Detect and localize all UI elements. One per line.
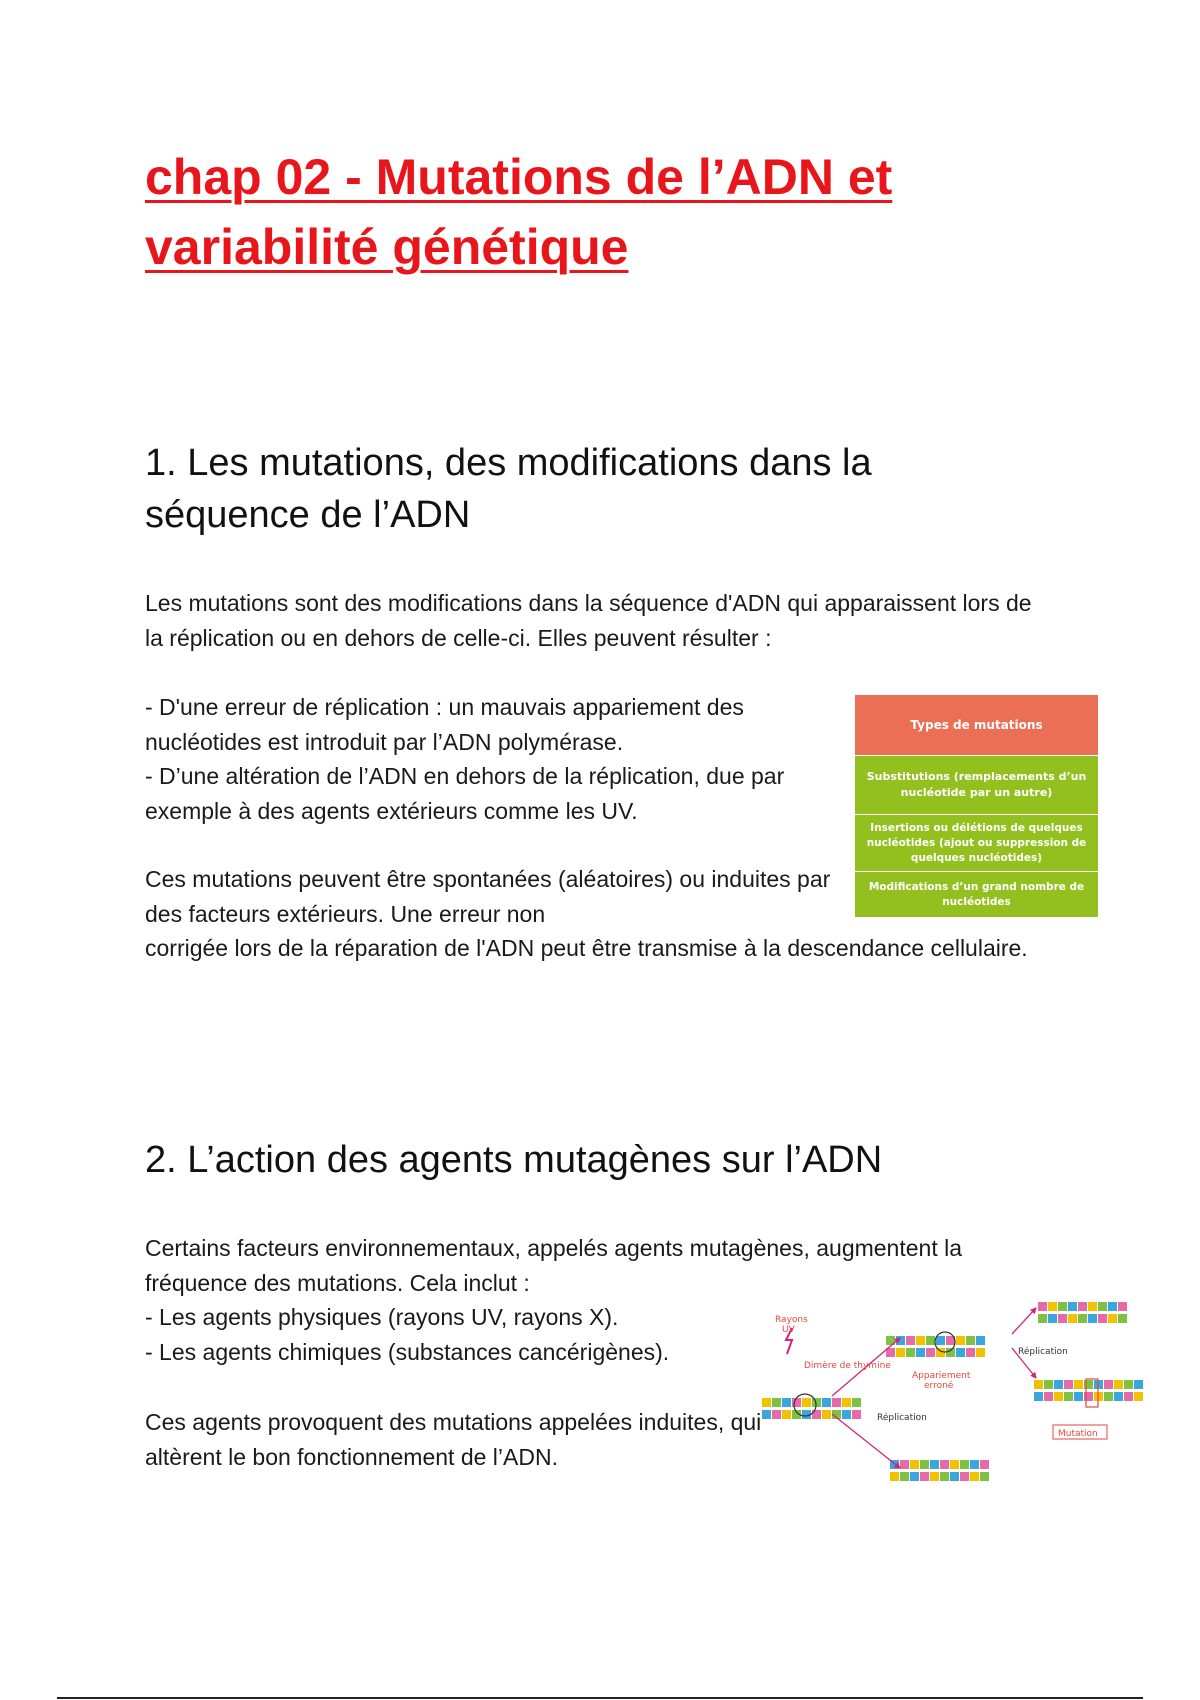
label-mutation: Mutation bbox=[1058, 1429, 1098, 1439]
section-2-heading: 2. L’action des agents mutagènes sur l’ADN bbox=[145, 1139, 883, 1181]
nucleotide-block bbox=[900, 1472, 909, 1481]
nucleotide-block bbox=[1064, 1380, 1073, 1389]
nucleotide-block bbox=[1044, 1392, 1053, 1401]
section-1-heading: 1. Les mutations, des modifications dans la séquence de l’ADN bbox=[145, 442, 872, 536]
nucleotide-block bbox=[936, 1336, 945, 1345]
nucleotide-block bbox=[1038, 1302, 1047, 1311]
nucleotide-block bbox=[960, 1472, 969, 1481]
nucleotide-block bbox=[1124, 1392, 1133, 1401]
nucleotide-block bbox=[802, 1398, 811, 1407]
nucleotide-block bbox=[842, 1410, 851, 1419]
section-1-bullet-2: - D’une altération de l’ADN en dehors de la réplication, due par exemple à des agents extérieurs comme les UV. bbox=[145, 763, 785, 824]
nucleotide-block bbox=[950, 1472, 959, 1481]
mutation-type-substitutions: Substitutions (remplacements d’un nucléotide par un autre) bbox=[855, 756, 1098, 814]
section-1-list bbox=[145, 690, 845, 828]
nucleotide-block bbox=[1098, 1302, 1107, 1311]
nucleotide-block bbox=[1078, 1314, 1087, 1323]
nucleotide-block bbox=[906, 1336, 915, 1345]
nucleotide-block bbox=[976, 1348, 985, 1357]
nucleotide-block bbox=[1068, 1314, 1077, 1323]
label-rayons: Rayons bbox=[775, 1315, 808, 1325]
nucleotide-block bbox=[1048, 1314, 1057, 1323]
nucleotide-block bbox=[772, 1398, 781, 1407]
nucleotide-block bbox=[772, 1410, 781, 1419]
nucleotide-block bbox=[916, 1336, 925, 1345]
nucleotide-block bbox=[1054, 1392, 1063, 1401]
nucleotide-block bbox=[782, 1398, 791, 1407]
nucleotide-block bbox=[946, 1348, 955, 1357]
nucleotide-block bbox=[1034, 1380, 1043, 1389]
nucleotide-block bbox=[980, 1472, 989, 1481]
section-1-bullet-1: - D'une erreur de réplication : un mauvais appariement des nucléotides est introduit par l’ADN polymérase. bbox=[145, 694, 744, 755]
section-2-intro bbox=[145, 1231, 1065, 1300]
nucleotide-block bbox=[1074, 1380, 1083, 1389]
nucleotide-block bbox=[1124, 1380, 1133, 1389]
nucleotide-block bbox=[1068, 1302, 1077, 1311]
nucleotide-block bbox=[906, 1348, 915, 1357]
section-1-intro bbox=[145, 586, 1045, 655]
nucleotide-block bbox=[966, 1336, 975, 1345]
section-2-bullet-1: - Les agents physiques (rayons UV, rayons X). bbox=[145, 1304, 619, 1330]
nucleotide-block bbox=[1114, 1392, 1123, 1401]
section-1-closing-part-2: corrigée lors de la réparation de l'ADN peut être transmise à la descendance cellulaire. bbox=[145, 935, 1028, 962]
nucleotide-block bbox=[1118, 1314, 1127, 1323]
nucleotide-block bbox=[1104, 1380, 1113, 1389]
nucleotide-block bbox=[930, 1472, 939, 1481]
nucleotide-block bbox=[920, 1460, 929, 1469]
footer-rule bbox=[57, 1697, 1143, 1699]
label-replication-1: Réplication bbox=[877, 1413, 927, 1423]
nucleotide-block bbox=[930, 1460, 939, 1469]
section-2-intro-text: Certains facteurs environnementaux, appelés agents mutagènes, augmentent la fréquence des mutations. Cela inclut : bbox=[145, 1235, 963, 1296]
nucleotide-block bbox=[980, 1460, 989, 1469]
nucleotide-block bbox=[822, 1410, 831, 1419]
mutation-types-table bbox=[855, 695, 1098, 917]
section-2-closing-text: Ces agents provoquent des mutations appelées induites, qui altèrent le bon fonctionnement de l’ADN. bbox=[145, 1409, 762, 1470]
nucleotide-block bbox=[1108, 1302, 1117, 1311]
nucleotide-block bbox=[762, 1410, 771, 1419]
section-2-bullet-2: - Les agents chimiques (substances cancérigènes). bbox=[145, 1338, 670, 1365]
nucleotide-block bbox=[916, 1348, 925, 1357]
nucleotide-block bbox=[1098, 1314, 1107, 1323]
nucleotide-block bbox=[1034, 1392, 1043, 1401]
nucleotide-block bbox=[976, 1336, 985, 1345]
section-1-intro-text: Les mutations sont des modifications dans la séquence d'ADN qui apparaissent lors de la réplication ou en dehors de celle-ci. Elles peuvent résulter : bbox=[145, 590, 1032, 651]
nucleotide-block bbox=[890, 1472, 899, 1481]
mutagen-dna-diagram bbox=[762, 1298, 1162, 1498]
arrow-to-top-right bbox=[1012, 1308, 1036, 1334]
nucleotide-block bbox=[920, 1472, 929, 1481]
nucleotide-block bbox=[1044, 1380, 1053, 1389]
nucleotide-block bbox=[1088, 1314, 1097, 1323]
nucleotide-block bbox=[1088, 1302, 1097, 1311]
nucleotide-block bbox=[1134, 1392, 1143, 1401]
document-title: chap 02 - Mutations de l’ADN et variabilité génétique bbox=[145, 149, 893, 275]
nucleotide-block bbox=[900, 1460, 909, 1469]
nucleotide-block bbox=[762, 1398, 771, 1407]
label-uv: UV bbox=[782, 1325, 795, 1335]
mutation-types-header: Types de mutations bbox=[855, 695, 1098, 755]
nucleotide-block bbox=[950, 1460, 959, 1469]
label-appariement-2: erroné bbox=[924, 1381, 954, 1391]
nucleotide-block bbox=[970, 1472, 979, 1481]
nucleotide-block bbox=[970, 1460, 979, 1469]
nucleotide-block bbox=[940, 1472, 949, 1481]
nucleotide-block bbox=[852, 1410, 861, 1419]
nucleotide-block bbox=[832, 1398, 841, 1407]
nucleotide-block bbox=[1054, 1380, 1063, 1389]
nucleotide-block bbox=[1038, 1314, 1047, 1323]
nucleotide-block bbox=[1084, 1380, 1093, 1389]
nucleotide-block bbox=[842, 1398, 851, 1407]
nucleotide-block bbox=[956, 1336, 965, 1345]
mutation-type-large-modifications: Modifications d’un grand nombre de nucléotides bbox=[855, 872, 1098, 917]
nucleotide-block bbox=[940, 1460, 949, 1469]
nucleotide-block bbox=[1104, 1392, 1113, 1401]
label-dimere: Dimère de thymine bbox=[804, 1361, 891, 1371]
mutation-type-insertions-deletions: Insertions ou délétions de quelques nucléotides (ajout ou suppression de quelques nucléotides) bbox=[855, 815, 1098, 871]
nucleotide-block bbox=[1058, 1302, 1067, 1311]
nucleotide-block bbox=[782, 1410, 791, 1419]
section-2-closing bbox=[145, 1405, 785, 1474]
nucleotide-block bbox=[926, 1336, 935, 1345]
section-1-closing-part-1: Ces mutations peuvent être spontanées (aléatoires) ou induites par des facteurs extérieurs. Une erreur non bbox=[145, 866, 831, 927]
nucleotide-block bbox=[852, 1398, 861, 1407]
nucleotide-block bbox=[1114, 1380, 1123, 1389]
nucleotide-block bbox=[1078, 1302, 1087, 1311]
nucleotide-block bbox=[896, 1348, 905, 1357]
nucleotide-block bbox=[1074, 1392, 1083, 1401]
label-replication-2: Réplication bbox=[1018, 1347, 1068, 1357]
section-2-list bbox=[145, 1300, 785, 1369]
nucleotide-block bbox=[1048, 1302, 1057, 1311]
nucleotide-block bbox=[960, 1460, 969, 1469]
nucleotide-block bbox=[1118, 1302, 1127, 1311]
label-appariement-1: Appariement bbox=[912, 1371, 971, 1381]
nucleotide-block bbox=[910, 1472, 919, 1481]
nucleotide-block bbox=[822, 1398, 831, 1407]
nucleotide-block bbox=[926, 1348, 935, 1357]
nucleotide-block bbox=[1058, 1314, 1067, 1323]
nucleotide-block bbox=[792, 1398, 801, 1407]
nucleotide-block bbox=[910, 1460, 919, 1469]
nucleotide-block bbox=[1064, 1392, 1073, 1401]
nucleotide-block bbox=[1108, 1314, 1117, 1323]
nucleotide-block bbox=[1134, 1380, 1143, 1389]
nucleotide-block bbox=[1084, 1392, 1093, 1401]
nucleotide-block bbox=[966, 1348, 975, 1357]
nucleotide-block bbox=[956, 1348, 965, 1357]
